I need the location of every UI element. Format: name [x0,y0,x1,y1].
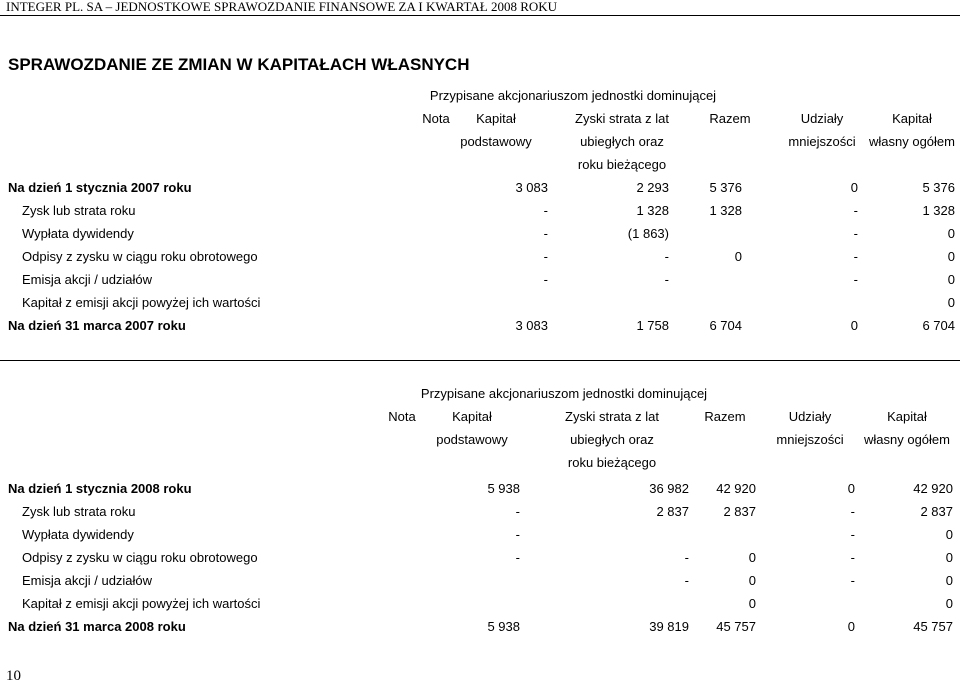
row-label: Kapitał z emisji akcji powyżej ich wartości [22,596,261,611]
cell-udzialy: - [853,203,858,218]
col-header-kapital: Kapitał [476,111,516,126]
cell-zyski: - [664,272,669,287]
row-label: Na dzień 31 marca 2008 roku [8,619,186,634]
cell-kapital: - [543,272,548,287]
cell-ogolem: 6 704 [922,318,955,333]
cell-ogolem: 0 [945,527,953,542]
cell-ogolem: 2 837 [920,504,953,519]
cell-kapital: - [543,203,548,218]
cell-udzialy: 0 [850,180,858,195]
row-label: Na dzień 1 stycznia 2008 roku [8,481,192,496]
cell-razem: 0 [748,596,756,611]
col-header-kapital-wlasny-sub: własny ogółem [869,134,955,149]
cell-udzialy: - [850,573,855,588]
cell-kapital: 5 938 [487,619,520,634]
col-header-kapital: Kapitał [452,409,492,424]
cell-zyski: - [684,550,689,565]
row-label: Emisja akcji / udziałów [22,272,153,287]
row-label: Emisja akcji / udziałów [22,573,153,588]
col-header-kapital-wlasny: Kapitał [892,111,932,126]
cell-razem: 1 328 [709,203,742,218]
cell-razem: 0 [748,550,756,565]
cell-zyski: 1 758 [636,318,669,333]
col-header-udzialy-sub: mniejszości [776,432,844,447]
cell-udzialy: 0 [850,318,858,333]
cell-razem: 0 [748,573,756,588]
cell-ogolem: 0 [945,573,953,588]
cell-ogolem: 0 [947,226,955,241]
cell-ogolem: 0 [945,596,953,611]
row-label: Odpisy z zysku w ciągu roku obrotowego [22,550,258,565]
col-header-zyski-sub2: roku bieżącego [577,157,667,172]
cell-razem: 2 837 [723,504,756,519]
row-label: Zysk lub strata roku [22,504,136,519]
cell-udzialy: - [853,272,858,287]
cell-kapital: 3 083 [515,318,548,333]
cell-kapital: 3 083 [515,180,548,195]
row-label: Kapitał z emisji akcji powyżej ich wartości [22,295,261,310]
col-header-kapital-wlasny-sub: własny ogółem [864,432,950,447]
header-rule [0,15,960,16]
row-label: Wypłata dywidendy [22,226,134,241]
cell-udzialy: - [850,550,855,565]
cell-kapital: - [543,226,548,241]
cell-zyski: 2 837 [656,504,689,519]
col-header-udzialy: Udziały [800,111,844,126]
row-label: Zysk lub strata roku [22,203,136,218]
cell-ogolem: 0 [947,295,955,310]
cell-udzialy: - [853,249,858,264]
cell-udzialy: - [853,226,858,241]
cell-kapital: - [515,527,520,542]
cell-ogolem: 0 [945,550,953,565]
row-label: Odpisy z zysku w ciągu roku obrotowego [22,249,258,264]
cell-udzialy: - [850,504,855,519]
cell-razem: 6 704 [709,318,742,333]
cell-razem: 5 376 [709,180,742,195]
col-header-zyski: Zyski strata z lat [565,409,659,424]
col-header-zyski-sub2: roku bieżącego [567,455,657,470]
cell-kapital: - [515,504,520,519]
col-header-udzialy-sub: mniejszości [788,134,856,149]
cell-ogolem: 42 920 [913,481,953,496]
col-header-nota: Nota [388,409,416,424]
cell-kapital: - [543,249,548,264]
document-header: INTEGER PL. SA – JEDNOSTKOWE SPRAWOZDANIE FINANSOWE ZA I KWARTAŁ 2008 ROKU [6,0,558,14]
row-label: Na dzień 31 marca 2007 roku [8,318,186,333]
group-header: Przypisane akcjonariuszom jednostki dominującej [429,88,717,103]
col-header-razem: Razem [704,409,746,424]
page-title: SPRAWOZDANIE ZE ZMIAN W KAPITAŁACH WŁASNYCH [8,55,470,74]
col-header-razem: Razem [709,111,751,126]
cell-zyski: 39 819 [649,619,689,634]
cell-ogolem: 1 328 [922,203,955,218]
cell-zyski: - [664,249,669,264]
row-label: Wypłata dywidendy [22,527,134,542]
page-number: 10 [6,668,21,684]
cell-razem: 42 920 [716,481,756,496]
cell-zyski: 1 328 [636,203,669,218]
cell-udzialy: - [850,527,855,542]
cell-zyski: 36 982 [649,481,689,496]
col-header-zyski-sub: ubiegłych oraz [570,432,654,447]
cell-ogolem: 0 [947,249,955,264]
col-header-udzialy: Udziały [788,409,832,424]
cell-zyski: (1 863) [627,226,669,241]
col-header-kapital-sub: podstawowy [460,134,532,149]
cell-razem: 45 757 [716,619,756,634]
cell-kapital: 5 938 [487,481,520,496]
col-header-kapital-sub: podstawowy [436,432,508,447]
section-divider [0,360,960,361]
cell-razem: 0 [734,249,742,264]
cell-zyski: 2 293 [636,180,669,195]
col-header-kapital-wlasny: Kapitał [887,409,927,424]
col-header-zyski: Zyski strata z lat [575,111,669,126]
cell-udzialy: 0 [847,619,855,634]
cell-zyski: - [684,573,689,588]
col-header-nota: Nota [422,111,450,126]
cell-ogolem: 45 757 [913,619,953,634]
cell-udzialy: 0 [847,481,855,496]
row-label: Na dzień 1 stycznia 2007 roku [8,180,192,195]
cell-kapital: - [515,550,520,565]
cell-ogolem: 5 376 [922,180,955,195]
cell-ogolem: 0 [947,272,955,287]
col-header-zyski-sub: ubiegłych oraz [580,134,664,149]
group-header: Przypisane akcjonariuszom jednostki dominującej [420,386,708,401]
